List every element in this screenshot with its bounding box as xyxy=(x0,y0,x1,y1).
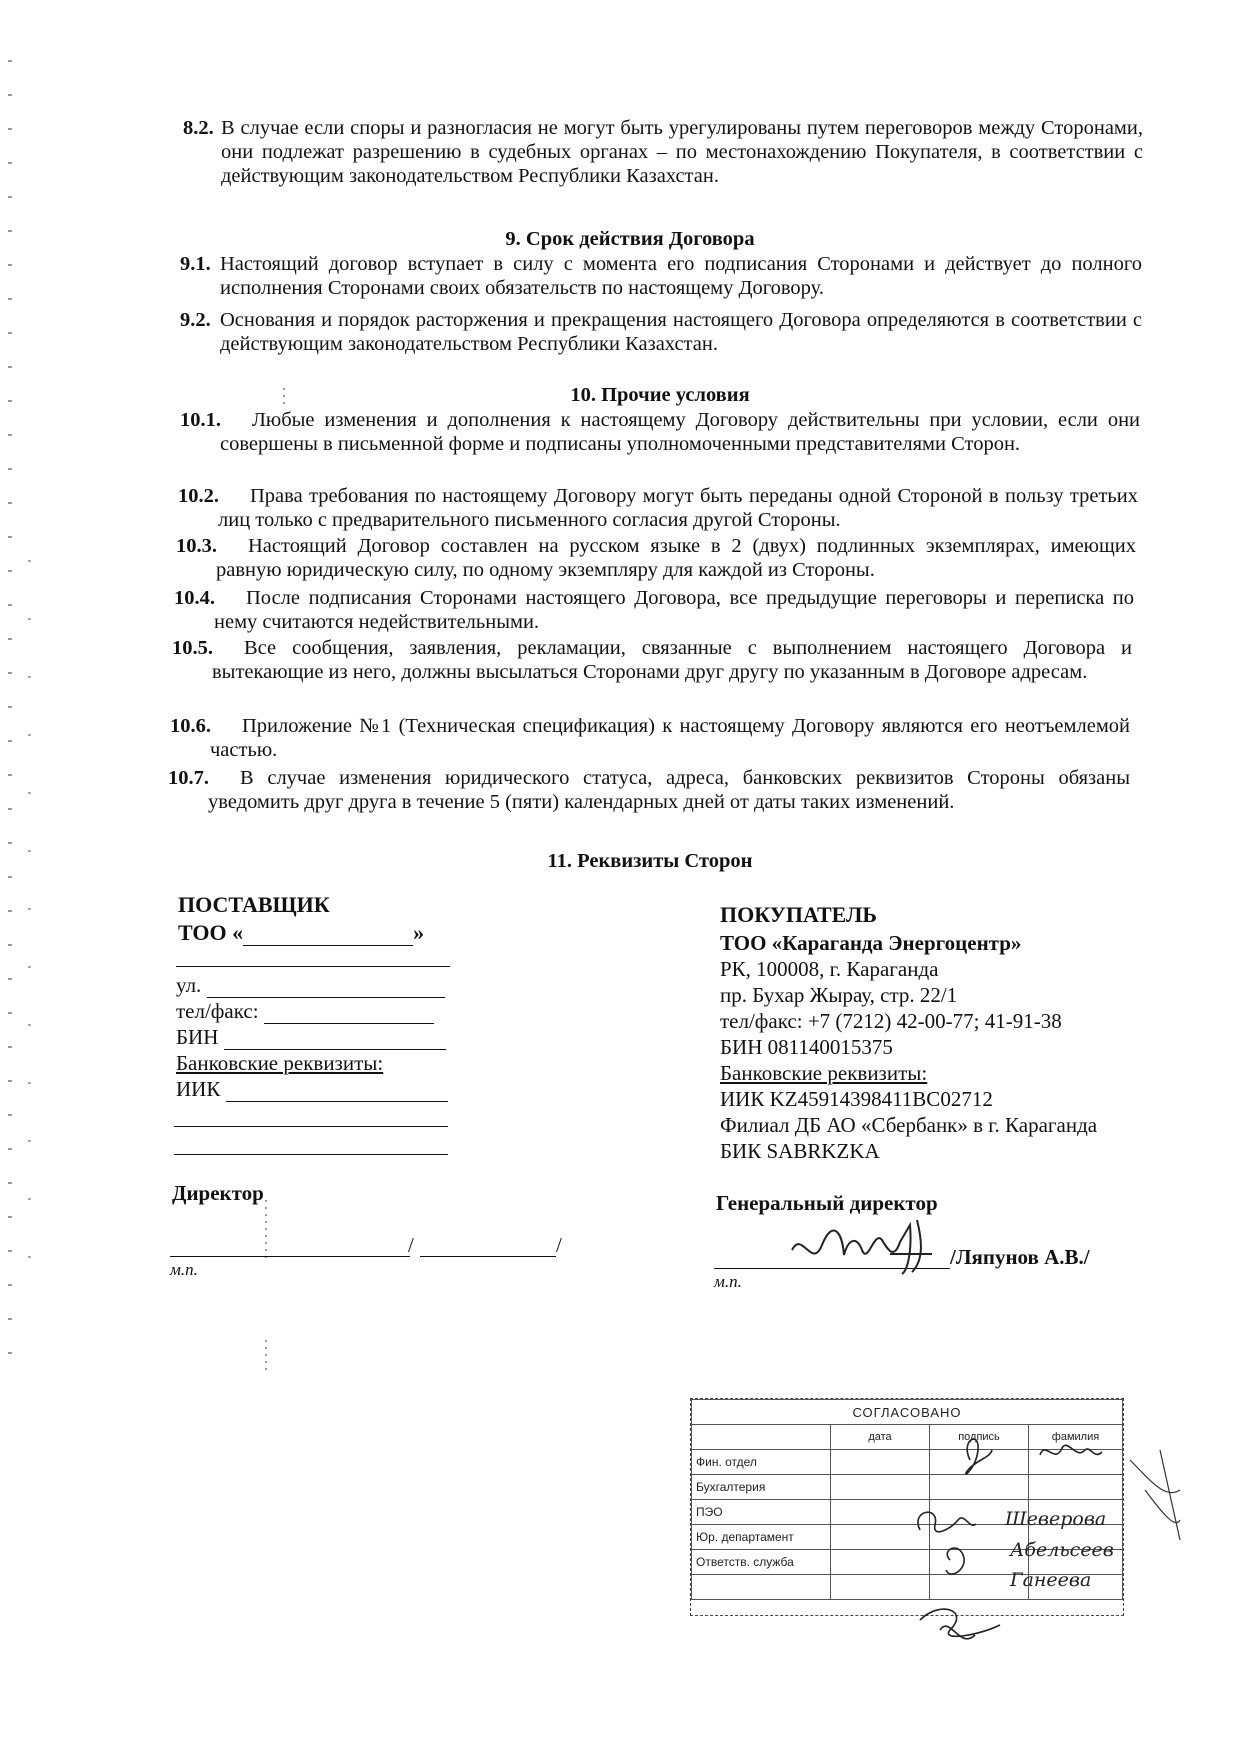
slash: / xyxy=(408,1233,414,1257)
approval-row-label: ПЭО xyxy=(692,1500,831,1525)
clause-number: 9.1. xyxy=(180,253,211,275)
scan-artifact-dots xyxy=(283,388,285,406)
clause-text xyxy=(212,636,1132,684)
clause-text-rest: вытекающие из него, должны высылаться Сторонами друг другу по указанным в Договоре адресам. xyxy=(212,661,1088,683)
clause-text-rest: третьих лиц только с предварительного письменного согласия другой Стороны. xyxy=(218,485,1138,531)
slash: / xyxy=(556,1233,562,1257)
buyer-iik: ИИК KZ45914398411BC02712 xyxy=(720,1087,993,1111)
buyer-phone: тел/факс: +7 (7212) 42-00-77; 41-91-38 xyxy=(720,1009,1062,1033)
buyer-director-label: Генеральный директор xyxy=(716,1191,938,1215)
supplier-org-suffix: » xyxy=(413,920,425,945)
clause-number: 10.1. xyxy=(180,409,221,431)
supplier-street xyxy=(176,972,476,998)
buyer-address-2: пр. Бухар Жырау, стр. 22/1 xyxy=(720,983,958,1007)
clause-text-rest: обязаны уведомить друг друга в течение 5 (пяти) календарных дней от даты таких изменений. xyxy=(208,767,1130,813)
section-11-title: 11. Реквизиты Сторон xyxy=(547,850,753,872)
buyer-bik: БИК SABRKZKA xyxy=(720,1139,880,1163)
supplier-street-label: ул. xyxy=(176,973,202,997)
blank-line xyxy=(176,966,450,967)
clause-text-first: Права требования по настоящему Договору могут быть переданы одной Стороной в пользу xyxy=(250,485,1064,507)
blank-line xyxy=(174,1154,448,1155)
clause-number: 10.4. xyxy=(174,587,215,609)
clause-text xyxy=(214,586,1134,634)
clause-text-rest: неотъемлемой частью. xyxy=(210,715,1131,761)
clause-text-rest: имеющих равную юридическую силу, по одному экземпляру для каждой из Стороны. xyxy=(216,535,1136,581)
scan-artifact-dots xyxy=(8,60,12,1360)
approval-title: СОГЛАСОВАНО xyxy=(692,1400,1123,1425)
clause-text: Основания и порядок расторжения и прекращения настоящего Договора определяются в соответствии с действующим законодательством Республики Казахстан. xyxy=(220,309,1142,355)
clause-number: 10.3. xyxy=(176,535,217,557)
clause-number: 10.2. xyxy=(178,485,219,507)
supplier-iik-label: ИИК xyxy=(176,1077,221,1101)
column-header: дата xyxy=(831,1425,930,1450)
supplier-phone xyxy=(176,998,476,1024)
clause-text xyxy=(220,408,1140,456)
supplier-heading xyxy=(178,892,478,918)
scan-artifact-dots xyxy=(28,560,31,1260)
buyer-address-1: РК, 100008, г. Караганда xyxy=(720,957,939,981)
clause-text xyxy=(216,534,1136,582)
clause-text-first: После подписания Сторонами настоящего Договора, все предыдущие переговоры и xyxy=(246,587,1007,609)
buyer-bin: БИН 081140015375 xyxy=(720,1035,893,1059)
buyer-heading xyxy=(720,902,1140,928)
clause-text-first: Все сообщения, заявления, рекламации, связанные с выполнением настоящего Договора и xyxy=(244,637,1132,659)
clause-text-first: В случае изменения юридического статуса, адреса, банковских реквизитов Стороны xyxy=(240,767,1045,789)
supplier-bin xyxy=(176,1024,476,1050)
clause-text-first: Любые изменения и дополнения к настоящему Договору действительны при условии, если xyxy=(252,409,1098,431)
section-10-title: 10. Прочие условия xyxy=(570,384,750,406)
clause-text xyxy=(218,484,1138,532)
supplier-iik-blank xyxy=(226,1101,448,1102)
clause-number: 10.6. xyxy=(170,715,211,737)
clause-number: 10.5. xyxy=(172,637,213,659)
approval-signatures-image xyxy=(880,1420,1210,1680)
buyer-heading-text: ПОКУПАТЕЛЬ xyxy=(720,902,877,927)
approval-row-label xyxy=(692,1575,831,1600)
signature-line xyxy=(420,1256,556,1257)
director-signature-image xyxy=(782,1210,962,1280)
approval-row-label: Ответств. служба xyxy=(692,1550,831,1575)
supplier-iik xyxy=(176,1076,476,1102)
buyer-signer-name: /Ляпунов А.В./ xyxy=(950,1245,1090,1269)
column-header xyxy=(692,1425,831,1450)
supplier-org-blank xyxy=(243,945,413,946)
scan-artifact-dots xyxy=(265,1200,267,1260)
clause-text: В случае если споры и разногласия не могут быть урегулированы путем переговоров между Сторонами, они подлежат разрешению в судебных органах – по местонахождению Покупателя, в соответствии с действующим законодательством Республики Казахстан. xyxy=(221,117,1143,187)
clause-text: Настоящий договор вступает в силу с момента его подписания Сторонами и действует до полного исполнения Сторонами своих обязательств по настоящему Договору. xyxy=(220,253,1142,299)
clause-text-rest: переписка по нему считаются недействительными. xyxy=(214,587,1134,633)
clause-text xyxy=(208,766,1130,814)
clause-number: 8.2. xyxy=(183,117,214,139)
column-header: подпись xyxy=(930,1425,1029,1450)
approval-row-label: Фин. отдел xyxy=(692,1450,831,1475)
buyer-org-text: ТОО «Караганда Энергоцентр» xyxy=(720,931,1022,955)
clause-text-rest: они совершены в письменной форме и подписаны уполномоченными представителями Сторон. xyxy=(220,409,1141,455)
buyer-stamp-place: м.п. xyxy=(714,1272,742,1291)
approval-signature-name: Шеверова xyxy=(1005,1508,1107,1530)
supplier-org xyxy=(178,920,478,946)
supplier-phone-label: тел/факс: xyxy=(176,999,259,1023)
supplier-bank-label: Банковские реквизиты: xyxy=(176,1051,384,1075)
clause-text-first: Настоящий Договор составлен на русском языке в 2 (двух) подлинных экземплярах, xyxy=(248,535,1040,557)
clause-number: 10.7. xyxy=(168,767,209,789)
clause-text xyxy=(210,714,1130,762)
buyer-bank-branch: Филиал ДБ АО «Сбербанк» в г. Караганда xyxy=(720,1113,1098,1137)
clause-number: 9.2. xyxy=(180,309,211,331)
section-9-title: 9. Срок действия Договора xyxy=(505,228,755,250)
signature-line xyxy=(170,1256,410,1257)
clause-text-first: Приложение №1 (Техническая спецификация) к настоящему Договору являются его xyxy=(242,715,998,737)
blank-line xyxy=(174,1126,448,1127)
scan-artifact-dots xyxy=(265,1340,267,1370)
supplier-director-label: Директор xyxy=(172,1181,264,1205)
supplier-heading-text: ПОСТАВЩИК xyxy=(178,892,330,917)
approval-row-label: Юр. департамент xyxy=(692,1525,831,1550)
supplier-stamp-place: м.п. xyxy=(170,1260,198,1279)
supplier-bin-label: БИН xyxy=(176,1025,219,1049)
column-header: фамилия xyxy=(1029,1425,1123,1450)
buyer-bank-label: Банковские реквизиты: xyxy=(720,1061,928,1085)
approval-signature-name: Абельсеев xyxy=(1010,1539,1114,1561)
approval-row-label: Бухгалтерия xyxy=(692,1475,831,1500)
approval-signature-name: Ганеева xyxy=(1010,1569,1092,1591)
buyer-org xyxy=(720,930,1140,956)
supplier-org-prefix: ТОО « xyxy=(178,920,244,945)
